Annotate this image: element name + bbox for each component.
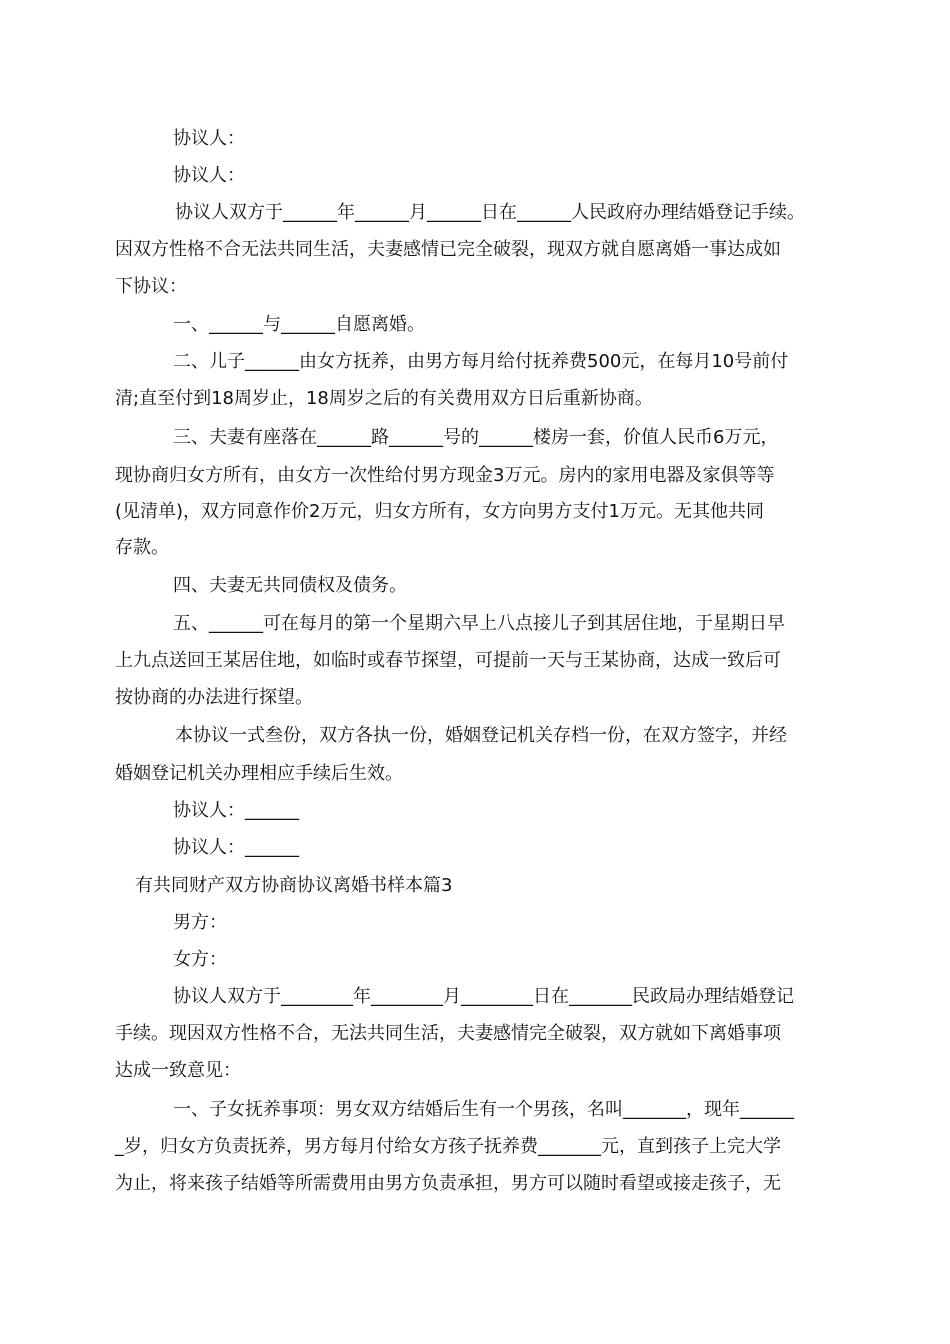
text-line: (见清单)，双方同意作价2万元，归女方所有，女方向男方支付1万元。无其他共同	[115, 501, 764, 522]
text-line: 男方：	[173, 912, 227, 933]
text-line: 婚姻登记机关办理相应手续后生效。	[115, 763, 403, 784]
text-line: 现协商归女方所有，由女方一次性给付男方现金3万元。房内的家用电器及家俱等等	[115, 465, 775, 486]
text-line: 一、子女抚养事项：男女双方结婚后生有一个男孩，名叫_______，现年______	[173, 1099, 794, 1120]
text-line: 三、夫妻有座落在______路______号的______楼房一套，价值人民币6万元，	[173, 427, 779, 448]
text-line: 协议人：	[173, 165, 245, 186]
text-line: 手续。现因双方性格不合，无法共同生活，夫妻感情完全破裂，双方就如下离婚事项	[115, 1023, 781, 1044]
text-line: 协议人双方于______年______月______日在______人民政府办理结婚登记手续。	[175, 202, 805, 223]
text-line: 上九点送回王某居住地，如临时或春节探望，可提前一天与王某协商，达成一致后可	[115, 650, 781, 671]
text-line: 协议人：	[173, 128, 245, 149]
text-line: 下协议：	[115, 276, 187, 297]
text-line: 达成一致意见：	[115, 1060, 241, 1081]
text-line: 女方：	[173, 949, 227, 970]
text-line: 因双方性格不合无法共同生活，夫妻感情已完全破裂，现双方就自愿离婚一事达成如	[115, 239, 781, 260]
text-line: 清;直至付到18周岁止，18周岁之后的有关费用双方日后重新协商。	[115, 388, 653, 409]
text-line: 协议人：______	[173, 837, 299, 858]
text-line: 五、______可在每月的第一个星期六早上八点接儿子到其居住地，于星期日早	[173, 613, 785, 634]
text-line: 协议人双方于________年________月________日在_______民政局办理结婚登记	[173, 986, 794, 1007]
text-line: _岁，归女方负责抚养，男方每月付给女方孩子抚养费_______元，直到孩子上完大学	[115, 1136, 781, 1157]
text-line: 为止，将来孩子结婚等所需费用由男方负责承担，男方可以随时看望或接走孩子，无	[115, 1173, 781, 1194]
text-line: 四、夫妻无共同债权及债务。	[173, 575, 407, 596]
text-line: 本协议一式叁份，双方各执一份，婚姻登记机关存档一份，在双方签字，并经	[175, 725, 787, 746]
text-line: 一、______与______自愿离婚。	[173, 314, 425, 335]
text-line: 协议人：______	[173, 800, 299, 821]
text-line: 按协商的办法进行探望。	[115, 687, 313, 708]
text-line: 二、儿子______由女方抚养，由男方每月给付抚养费500元，在每月10号前付	[173, 351, 789, 372]
text-line: 存款。	[115, 537, 169, 558]
section-heading: 有共同财产双方协商协议离婚书样本篇3	[135, 875, 453, 896]
